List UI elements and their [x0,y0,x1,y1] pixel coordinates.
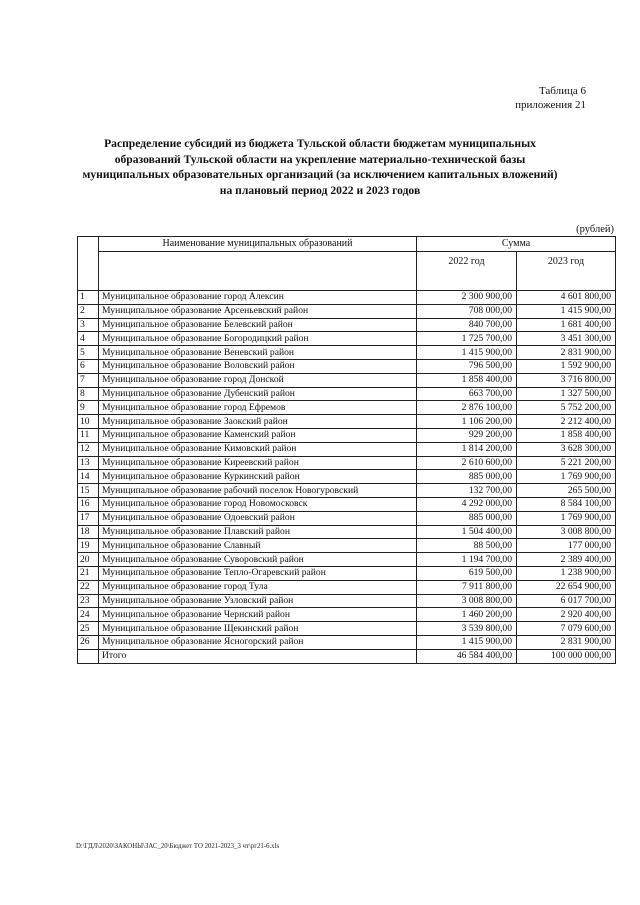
amount-2022: 1 504 400,00 [417,525,517,539]
table-row [78,291,616,305]
municipality-name: Муниципальное образование Куркинский район [99,470,417,484]
total-label: Итого [99,649,417,663]
amount-2022: 4 292 000,00 [417,497,517,511]
municipality-name: Муниципальное образование Узловский район [99,594,417,608]
amount-2022: 619 500,00 [417,566,517,580]
amount-2023: 8 584 100,00 [517,497,616,511]
amount-2022: 7 911 800,00 [417,580,517,594]
amount-2022: 1 858 400,00 [417,373,517,387]
row-number: 6 [78,359,99,373]
municipality-name: Муниципальное образование Тепло-Огаревский район [99,566,417,580]
title-line: на плановый период 2022 и 2023 годов [219,183,421,197]
total-2023: 100 000 000,00 [517,649,616,663]
municipality-name: Муниципальное образование Суворовский район [99,553,417,567]
amount-2023: 22 654 900,00 [517,580,616,594]
amount-2022: 840 700,00 [417,318,517,332]
municipality-name: Муниципальное образование город Алексин [99,291,417,305]
table-row [78,318,616,332]
header-2023-cell: 2023 год [517,252,616,291]
table-row [78,525,616,539]
total-row [78,649,616,663]
amount-2023: 1 415 900,00 [517,304,616,318]
title-line: образований Тульской области на укрепление материально-технической базы [114,152,526,166]
row-number: 26 [78,635,99,649]
table-row [78,387,616,401]
amount-2022: 2 610 600,00 [417,456,517,470]
amount-2022: 929 200,00 [417,428,517,442]
row-number: 10 [78,415,99,429]
table-number: Таблица 6 [538,85,586,97]
header-row [78,237,616,252]
amount-2023: 5 221 200,00 [517,456,616,470]
municipality-name: Муниципальное образование Киреевский район [99,456,417,470]
table-row [78,511,616,525]
amount-2023: 1 238 900,00 [517,566,616,580]
amount-2022: 1 814 200,00 [417,442,517,456]
table-row [78,484,616,498]
municipality-name: Муниципальное образование Воловский район [99,359,417,373]
document-title [70,136,570,198]
table-row [78,428,616,442]
amount-2023: 7 079 600,00 [517,622,616,636]
table-row [78,635,616,649]
row-number: 13 [78,456,99,470]
municipality-name: Муниципальное образование Веневский район [99,346,417,360]
table-row [78,566,616,580]
total-2022: 46 584 400,00 [417,649,517,663]
municipality-name: Муниципальное образование Одоевский район [99,511,417,525]
table-row [78,622,616,636]
header-name-cell: Наименование муниципальных образований [99,237,417,252]
row-number: 22 [78,580,99,594]
units-label: (рублей) [576,224,614,235]
amount-2023: 2 389 400,00 [517,553,616,567]
header-sum-cell: Сумма [417,237,616,252]
table-row [78,332,616,346]
amount-2023: 4 601 800,00 [517,291,616,305]
municipality-name: Муниципальное образование Ясногорский район [99,635,417,649]
amount-2023: 6 017 700,00 [517,594,616,608]
table-row [78,497,616,511]
amount-2023: 1 327 500,00 [517,387,616,401]
row-number: 7 [78,373,99,387]
amount-2023: 3 451 300,00 [517,332,616,346]
row-number: 11 [78,428,99,442]
municipality-name: Муниципальное образование Чернский район [99,608,417,622]
amount-2023: 5 752 200,00 [517,401,616,415]
row-number: 8 [78,387,99,401]
municipality-name: Муниципальное образование Славный [99,539,417,553]
amount-2023: 1 769 900,00 [517,470,616,484]
amount-2022: 663 700,00 [417,387,517,401]
amount-2022: 1 415 900,00 [417,635,517,649]
row-number: 21 [78,566,99,580]
row-number: 23 [78,594,99,608]
total-number-cell [78,649,99,663]
amount-2022: 796 500,00 [417,359,517,373]
amount-2023: 1 681 400,00 [517,318,616,332]
amount-2022: 1 194 700,00 [417,553,517,567]
amount-2023: 2 212 400,00 [517,415,616,429]
title-line: Распределение субсидий из бюджета Тульской области бюджетам муниципальных [104,137,536,150]
table-row [78,608,616,622]
header-name-spacer [99,252,417,291]
amount-2023: 2 920 400,00 [517,608,616,622]
row-number: 15 [78,484,99,498]
row-number: 19 [78,539,99,553]
municipality-name: Муниципальное образование Заокский район [99,415,417,429]
amount-2022: 1 725 700,00 [417,332,517,346]
amount-2022: 1 106 200,00 [417,415,517,429]
amount-2023: 3 716 800,00 [517,373,616,387]
row-number: 12 [78,442,99,456]
amount-2023: 2 831 900,00 [517,346,616,360]
municipality-name: Муниципальное образование Дубенский район [99,387,417,401]
municipality-name: Муниципальное образование Богородицкий район [99,332,417,346]
table-row [78,304,616,318]
row-number: 16 [78,497,99,511]
appendix-number: приложения 21 [515,99,586,111]
header-number-cell [78,237,99,291]
amount-2022: 885 000,00 [417,511,517,525]
amount-2022: 708 000,00 [417,304,517,318]
table-reference [515,84,586,112]
municipality-name: Муниципальное образование город Ефремов [99,401,417,415]
row-number: 2 [78,304,99,318]
table-row [78,415,616,429]
row-number: 18 [78,525,99,539]
table-row [78,373,616,387]
header-2022-cell: 2022 год [417,252,517,291]
table-row [78,346,616,360]
municipality-name: Муниципальное образование Кимовский район [99,442,417,456]
row-number: 5 [78,346,99,360]
municipality-name: Муниципальное образование город Новомосковск [99,497,417,511]
subsidy-table-body [78,237,616,664]
amount-2023: 2 831 900,00 [517,635,616,649]
amount-2023: 177 000,00 [517,539,616,553]
municipality-name: Муниципальное образование город Тула [99,580,417,594]
row-number: 3 [78,318,99,332]
row-number: 20 [78,553,99,567]
municipality-name: Муниципальное образование Щекинский район [99,622,417,636]
amount-2023: 3 628 300,00 [517,442,616,456]
amount-2022: 3 539 800,00 [417,622,517,636]
amount-2022: 132 700,00 [417,484,517,498]
municipality-name: Муниципальное образование Плавский район [99,525,417,539]
amount-2022: 1 460 200,00 [417,608,517,622]
amount-2023: 1 769 900,00 [517,511,616,525]
title-line: муниципальных образовательных организаций (за исключением капитальных вложений) [82,168,558,181]
table-row [78,539,616,553]
row-number: 4 [78,332,99,346]
amount-2023: 1 592 900,00 [517,359,616,373]
amount-2022: 2 300 900,00 [417,291,517,305]
row-number: 17 [78,511,99,525]
row-number: 1 [78,291,99,305]
table-row [78,442,616,456]
amount-2023: 1 858 400,00 [517,428,616,442]
table-row [78,594,616,608]
municipality-name: Муниципальное образование рабочий поселок Новогуровский [99,484,417,498]
table-row [78,470,616,484]
amount-2022: 3 008 800,00 [417,594,517,608]
row-number: 25 [78,622,99,636]
row-number: 14 [78,470,99,484]
municipality-name: Муниципальное образование город Донской [99,373,417,387]
table-row [78,401,616,415]
subsidy-table [77,236,616,664]
table-row [78,456,616,470]
file-path: D:\ГДЛ\2020\ЗАКОНЫ\ЗАС_20\Бюджет ТО 2021-2023_3 чт\рг21-6.xls [76,843,280,850]
table-row [78,553,616,567]
municipality-name: Муниципальное образование Каменский район [99,428,417,442]
row-number: 9 [78,401,99,415]
municipality-name: Муниципальное образование Арсеньевский район [99,304,417,318]
header-year-row [78,252,616,291]
amount-2023: 3 008 800,00 [517,525,616,539]
municipality-name: Муниципальное образование Белевский район [99,318,417,332]
amount-2022: 885 000,00 [417,470,517,484]
amount-2023: 265 500,00 [517,484,616,498]
row-number: 24 [78,608,99,622]
amount-2022: 88 500,00 [417,539,517,553]
table-row [78,580,616,594]
table-row [78,359,616,373]
amount-2022: 1 415 900,00 [417,346,517,360]
amount-2022: 2 876 100,00 [417,401,517,415]
